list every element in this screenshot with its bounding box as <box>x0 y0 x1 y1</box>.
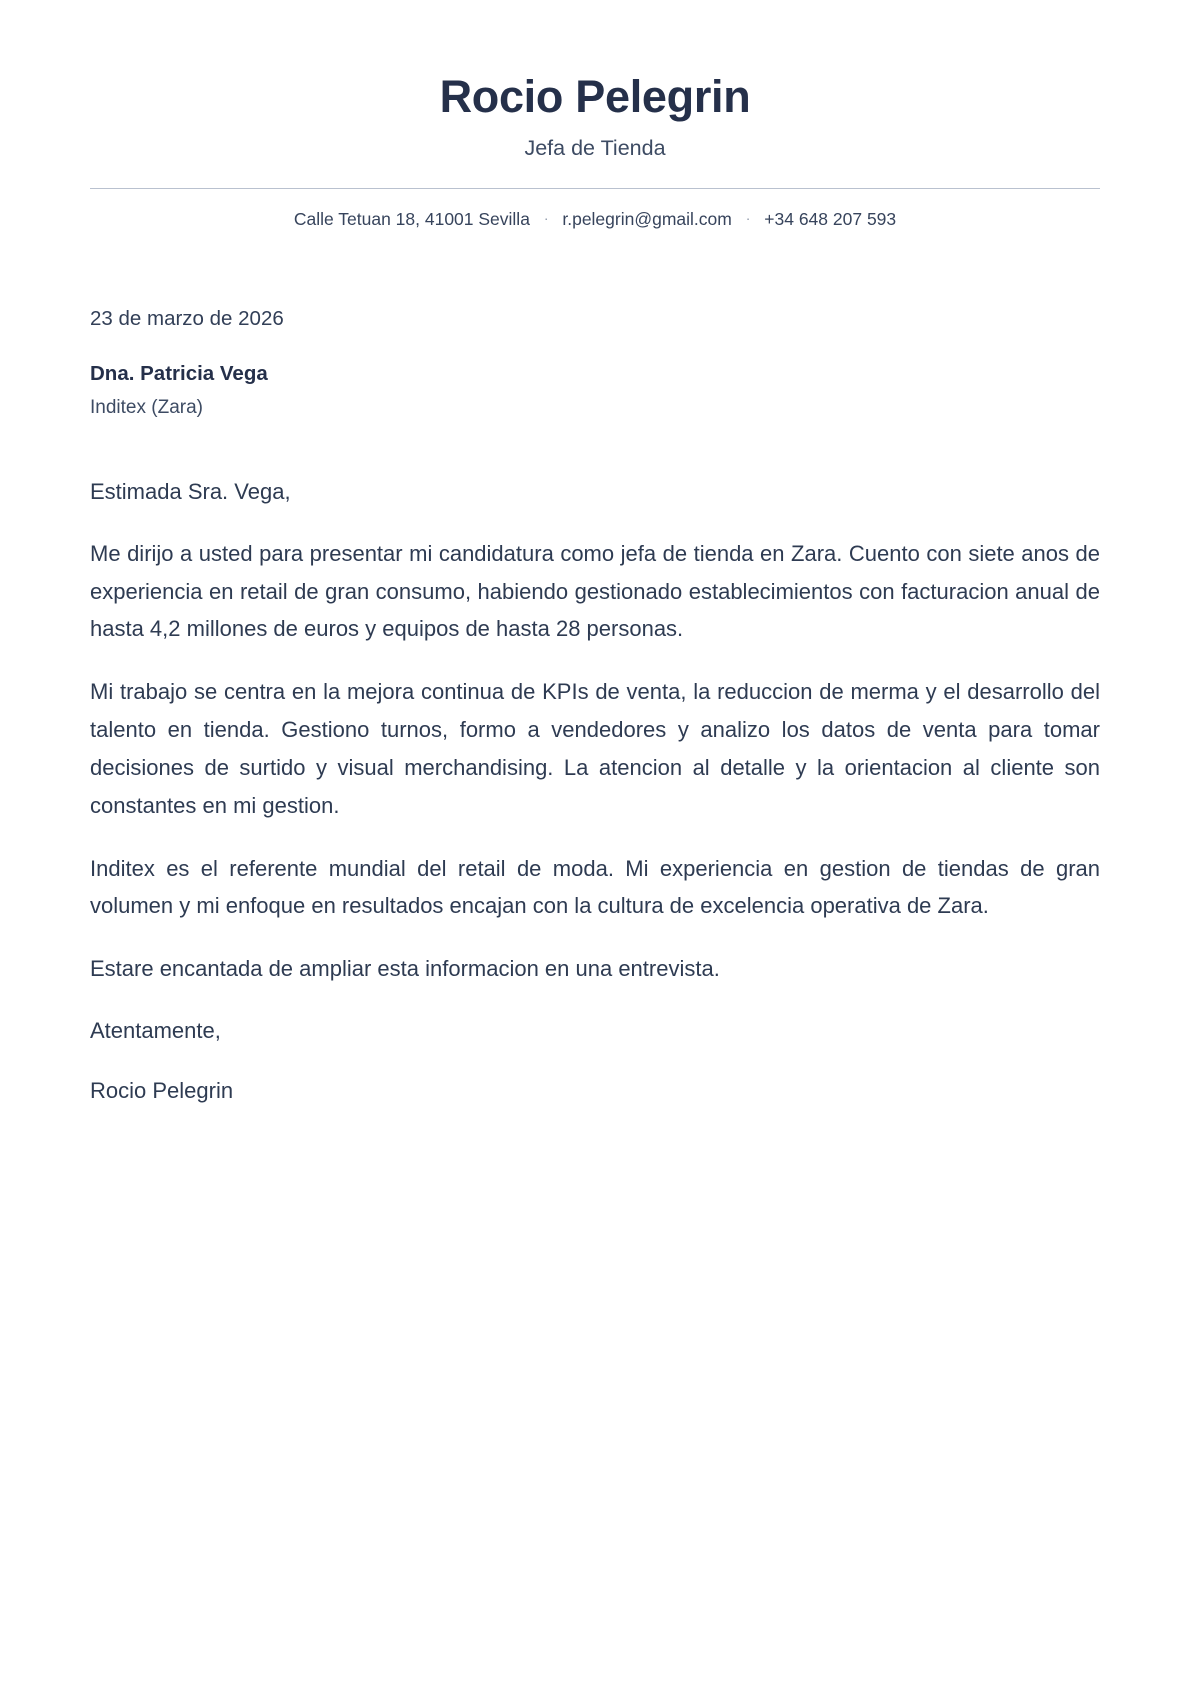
applicant-job-title: Jefa de Tienda <box>524 136 666 161</box>
body-paragraph: Mi trabajo se centra en la mejora continua de KPIs de venta, la reduccion de merma y el desarrollo del talento en tienda. Gestiono turnos, formo a vendedores y analizo los datos de venta para tomar decisiones de surtido y visual merchandising. La atencion al detalle y la orientacion al cliente son constantes en mi gestion. <box>90 679 1100 818</box>
contact-phone[interactable]: +34 648 207 593 <box>764 209 897 230</box>
letter-date: 23 de marzo de 2026 <box>90 306 284 330</box>
contact-separator-icon: · <box>543 210 549 227</box>
contact-line <box>90 207 1100 232</box>
header-divider <box>90 188 1100 189</box>
letter-header <box>90 0 1100 232</box>
signature-name: Rocio Pelegrin <box>90 1078 234 1104</box>
salutation: Estimada Sra. Vega, <box>90 478 291 504</box>
applicant-name: Rocio Pelegrin <box>439 71 751 122</box>
recipient-name: Dna. Patricia Vega <box>90 362 268 386</box>
body-paragraph: Me dirijo a usted para presentar mi candidatura como jefa de tienda en Zara. Cuento con siete anos de experiencia en retail de gran consumo, habiendo gestionado establecimientos con facturacion anual de hasta 4,2 millones de euros y equipos de hasta 28 personas. <box>90 540 1100 642</box>
letter-meta <box>90 304 1100 423</box>
contact-email[interactable]: r.pelegrin@gmail.com <box>562 209 732 230</box>
body-paragraph: Inditex es el referente mundial del retail de moda. Mi experiencia en gestion de tiendas de gran volumen y mi enfoque en resultados encajan con la cultura de excelencia operativa de Zara. <box>90 855 1100 919</box>
contact-address: Calle Tetuan 18, 41001 Sevilla <box>293 209 530 230</box>
letter-body <box>90 475 1100 1109</box>
recipient-company: Inditex (Zara) <box>90 397 203 419</box>
contact-separator-icon: · <box>745 210 751 227</box>
recipient-block <box>90 359 1100 422</box>
closing-salutation: Atentamente, <box>90 1018 221 1043</box>
body-paragraph: Estare encantada de ampliar esta informacion en una entrevista. <box>90 956 720 982</box>
